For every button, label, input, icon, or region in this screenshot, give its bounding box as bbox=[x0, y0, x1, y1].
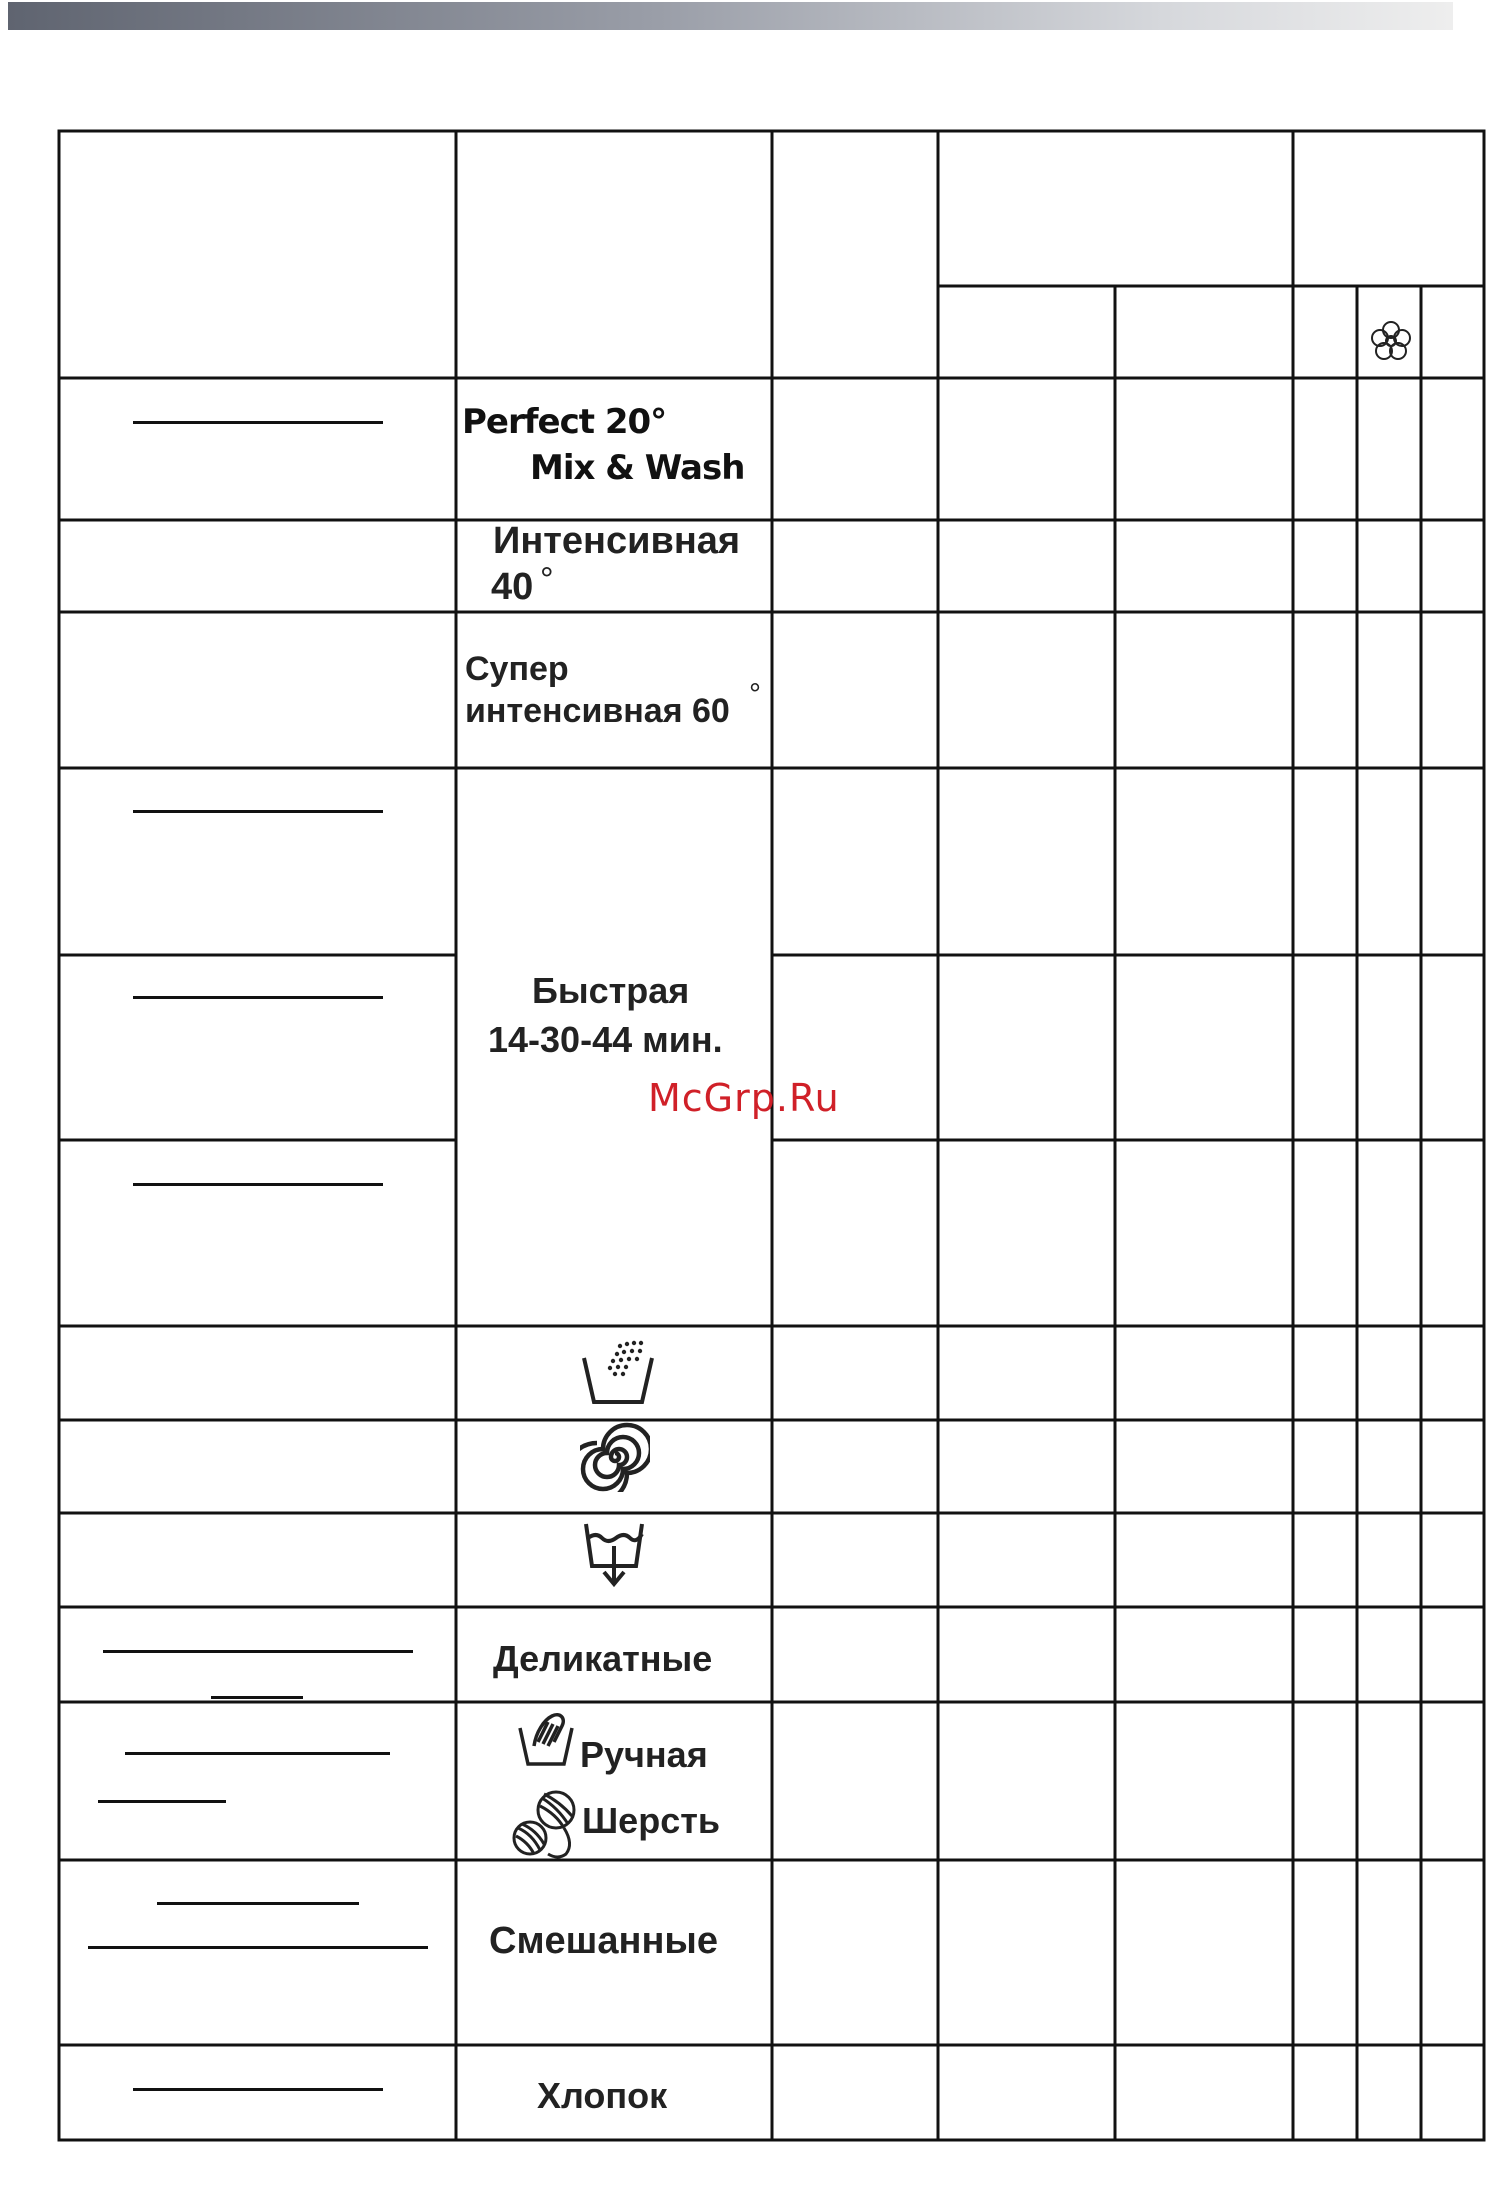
degree-symbol: ° bbox=[540, 561, 554, 599]
rinse-icon bbox=[580, 1336, 656, 1413]
program-delicate: Деликатные bbox=[493, 1638, 713, 1679]
blank-underline bbox=[125, 1752, 390, 1755]
blank-underline bbox=[133, 996, 383, 999]
blank-underline bbox=[88, 1946, 428, 1949]
program-perfect-20: Perfect 20° bbox=[462, 402, 667, 442]
program-quick-times: 14-30-44 мин. bbox=[488, 1019, 723, 1060]
program-hand: Ручная bbox=[580, 1734, 708, 1775]
program-intensive: Интенсивная bbox=[493, 520, 741, 562]
program-mixed: Смешанные bbox=[489, 1920, 718, 1962]
program-super-intensive: интенсивная 60 bbox=[465, 692, 730, 730]
blank-underline bbox=[133, 2088, 383, 2091]
blank-underline bbox=[133, 810, 383, 813]
blank-underline bbox=[133, 421, 383, 424]
program-mix-wash: Mix & Wash bbox=[530, 448, 745, 488]
wool-icon bbox=[508, 1788, 584, 1867]
flower-icon bbox=[1368, 318, 1414, 369]
blank-underline bbox=[133, 1183, 383, 1186]
spin-icon bbox=[580, 1422, 650, 1497]
blank-underline bbox=[211, 1696, 303, 1699]
program-cotton: Хлопок bbox=[537, 2075, 668, 2116]
program-super: Супер bbox=[465, 650, 569, 688]
watermark-text: McGrp.Ru bbox=[648, 1076, 840, 1120]
degree-symbol: ° bbox=[749, 678, 761, 711]
program-wool: Шерсть bbox=[582, 1800, 720, 1841]
blank-underline bbox=[157, 1902, 359, 1905]
hand-wash-icon bbox=[516, 1702, 576, 1775]
drain-icon bbox=[582, 1520, 646, 1595]
blank-underline bbox=[103, 1650, 413, 1653]
blank-underline bbox=[98, 1800, 226, 1803]
program-intensive-temp: 40 bbox=[491, 566, 534, 608]
program-quick: Быстрая bbox=[532, 970, 690, 1011]
